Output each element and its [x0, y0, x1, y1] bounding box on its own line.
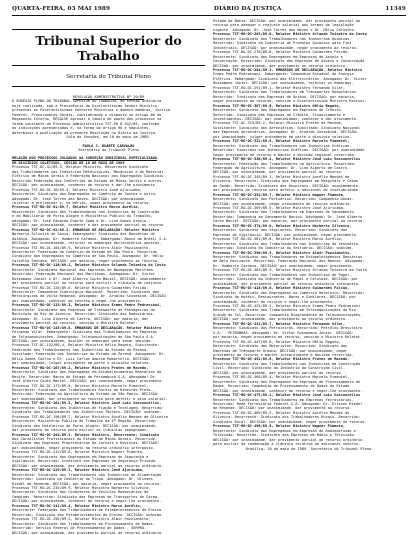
text-line: Recorrente: Sindicato dos Trabalhadores em Empresas Ferroviárias. [213, 397, 354, 402]
text-line: Processo TST-RO-DC-145/89.8. EMBARGOS DE DECLARAÇÃO. Relator Ministro [12, 325, 162, 330]
text-line: Recorrente: Ministério Público do Trabalho da 4ª Região. Recorrido: [12, 419, 157, 424]
text-line: Recife. Recorrido: Banco do Estado de Pernambuco S.A. Advogado: Dr. [12, 374, 157, 379]
text-line: Sindicato das Empresas Proprietárias de Jornais e Revistas. DECISÃO: [12, 441, 160, 446]
left-column [12, 19, 205, 535]
text-line: Processo TST-RO-DC-425/89.2, Relator Ministro Ermes Pedro Pedrassani [213, 304, 361, 308]
text-line: Recorrente: Sindicato dos Empregados em Empresas de Asseio e [213, 54, 343, 59]
text-line: Vigilância. Recorrido: Sindicato das Empresas de Segurança Privada. [12, 459, 157, 464]
text-line: Couto Maciel. DECISÃO: por maioria, dar provimento parcial ao recurso. [213, 219, 365, 224]
text-line: DECISÃO: por unanimidade, dar provimento parcial ao recurso ordinário. [12, 463, 164, 468]
text-line: Carvalho Santana. DECISÃO: por maioria, negar provimento ao recurso. [12, 258, 160, 263]
text-line: Recorrente: Sindicato dos Empregados em Estabelecimentos Bancários de [12, 370, 162, 375]
text-line: PAULO J. DUARTE CARVALHO [82, 143, 135, 148]
text-line: Conservação. Recorrido: Sindicato das Empresas de Asseio e Conservação [213, 59, 365, 64]
section-title: Secretaria do Tribunal Pleno [12, 74, 205, 87]
text-line: por unanimidade, dar provimento ao recurso para deferir o piso salarial. [12, 396, 168, 401]
text-line: recurso para adequar o reajuste salarial aos termos da legislação [213, 23, 354, 28]
text-line: Recorrido: Sindicato dos Estabelecimentos de Ensino. DECISÃO: unânime. [12, 512, 164, 517]
text-line: Recorrente: Sindicato dos Empregados em Empresas de Segurança e [12, 454, 149, 459]
text-line: por unanimidade, negar provimento ao recurso ordinário interposto. [12, 445, 155, 450]
text-line: Sindicato dos Hoteleiros de Porto Alegre. DECISÃO: por unanimidade, [12, 423, 157, 428]
text-line: provimento ao recurso e manter integralmente a decisão recorrida. [213, 352, 354, 357]
text-line: Recorrido: Sindicato das Empresas de Ônibus. DECISÃO: por maioria, [213, 94, 356, 99]
text-line: Processo TST-RO-DC-468/89.4, Relator Ministro Marcelo Pimentel, [213, 375, 350, 380]
text-line: rejeitar a preliminar e, no mérito, negar provimento ao recurso. [12, 200, 151, 205]
text-line: DECISÃO: por unanimidade, conhecer e dar provimento parcial ao recurso [12, 223, 164, 228]
text-line: Recorrente: Sindicato dos Motoristas. Recorrido: Sindicato das [213, 344, 348, 349]
header-rule [12, 15, 406, 16]
text-line: unanimidade, conhecer do recurso e negar-lhe provimento. [213, 299, 335, 304]
text-line: das Empresas Aeroviárias. Advogado: Dr. Arnaldo Sussekind. DECISÃO: [213, 130, 358, 135]
text-line: Hélio Gomes Coelho e Dr. Luiz Carlos Amorim Robortella. DECISÃO: [12, 356, 151, 361]
text-line: dar provimento parcial ao recurso para excluir a cláusula de reajuste. [12, 281, 164, 286]
text-line: Processo TST-RO-DC-133/89.3, Relator Ministro Ermes Pedro Pedrassani, [12, 303, 162, 308]
text-line: Norberto Silveira de Souza. Embargante: Sindicato dos Bancários de [12, 232, 155, 237]
text-line: Recorrente: Sindicato dos Portuários. Recorrido: Companhia Docas. [213, 197, 354, 202]
text-line: Processo TST-RO-DC-307/89.6, Relator Ministro Hélio Regato, [213, 103, 341, 108]
text-line: Fernando Vilar. Embargante: Sindicato dos Trabalhadores em Empresas [12, 330, 157, 335]
text-line: Ermes Pedro Pedrassani. Embargante: Companhia Estadual de Energia [213, 72, 354, 77]
text-line: Grande do Sul. Recorrido: Companhia Riograndense de Telecomunicações. [213, 312, 363, 317]
text-line: Advogado: Dr. José Eduardo Duarte Saad e Dr. Lino Gomes Araújo. [12, 218, 149, 223]
text-line: Investimentos. DECISÃO: por unanimidade, conhecer e dar provimento. [213, 116, 358, 121]
text-line: Elétrica. Embargado: Sindicato dos Eletricitários. Advogado: Dr. Victor [213, 76, 367, 81]
text-line: Recorrente: Sindicato dos Empregados no Comércio de Santos e outro, [12, 192, 157, 197]
text-line: Recorrente: Federação dos Trabalhadores na Agricultura. Recorrido: [213, 161, 356, 166]
text-line: Empresas de Transporte Urbano. DECISÃO: por unanimidade, negar [213, 348, 348, 353]
text-line: Processo TST-RO-DC-338/89.4, Relator Ministro José Luiz Vasconcellos [213, 157, 361, 162]
text-line: Recorrente: Sindicato dos Empregados em Empresas de Radiodifusão e [213, 428, 356, 433]
text-line: Dr. Humberto Cardoso. DECISÃO: por unanimidade, negar provimento. [213, 263, 354, 268]
text-line: Recorrente: Sindicato dos Empregados em Empresas de Processamento de [213, 379, 361, 384]
text-line: Recorrido: Companhia de Saneamento Básico. Advogado: Dr. José Alberto [213, 214, 363, 219]
text-line: Recorrido: Sindicato da Indústria do Trigo. Advogado: Dr. Ulisses [12, 477, 153, 482]
text-line: Recorrido: Rede Ferroviária Federal S.A. Advogado: Dr. Ulisses Riedel [213, 401, 363, 406]
text-line: Suscitado: Federação das Indústrias do Estado do Paraná. Advogados: Dr. [12, 352, 166, 357]
text-line: Processo TST-RO-DC-396/89.3, Relator Ministro Almir Pazzianotto, [213, 250, 352, 255]
text-line: Recorrido: Sindicato da Indústria de Papel e Celulose. DECISÃO: por [213, 277, 358, 282]
text-line: Recorrente: Sindicato Nacional das Empresas de Navegação Marítima. [12, 267, 155, 272]
text-line: Federação da Agricultura. Advogado: Dr. Lino Alberto de Castro. [213, 165, 350, 170]
text-line: DECISÃO: por unanimidade, dar provimento ao recurso ordinário. [213, 63, 348, 68]
text-line: Processo TST-RO-DC-291/89.1, Relator Ministro Fernando Vilar, [213, 85, 345, 90]
text-line: unanimidade, dar provimento parcial ao recurso ordinário interposto. [213, 281, 361, 286]
text-line: Recorrente: Sindicato dos Trabalhadores nas Indústrias Gráficas. [213, 143, 352, 148]
text-line: Recorrido: Sindicato da Indústria de Produtos Químicos para Fins [213, 41, 352, 46]
text-line: Suscitante: Sindicato dos Aeroviários. Suscitado: Sindicato Nacional [213, 125, 361, 130]
text-line: Processo TST-RO-DC-229/89.3, Relator Ministro José Ajuricaba, [12, 468, 144, 473]
text-line: Sala de Sessões, em 10 de maio de 1989. [66, 135, 151, 140]
text-line: de Resende. DECISÃO: por unanimidade, dar provimento ao recurso. [213, 406, 352, 411]
text-line: Russomano Júnior. DECISÃO: por unanimidade, rejeitar os embargos. [213, 81, 354, 86]
text-line: e do Mobiliário de Porto Alegre e Ministério Público do Trabalho, [12, 214, 153, 219]
text-line: Processo TST-RO-DC-496/89.9, Relator Ministro Wagner Pimenta, [213, 424, 345, 429]
masthead-rule-bottom [12, 65, 205, 66]
text-line: vigente. Advogado: Dr. José Torres das Neves e Dr. Hélio Carvalho. [213, 27, 356, 32]
text-line: Sindicato Rural. DECISÃO: por unanimidade, negar provimento ao recurso. [213, 419, 367, 424]
text-line: Processo TST-RO-DC-81/89.7, Relator Ministro Marco Aurélio, [12, 205, 140, 210]
text-line: Televisão. Recorrido: Sindicato das Empresas de Rádio e Televisão. [213, 433, 356, 438]
text-line: DECISÃO: por unanimidade, dar provimento ao recurso ordinário. [213, 317, 348, 322]
text-line: Município do Rio de Janeiro. Recorrido: Sindicato dos Rodoviários. [12, 312, 155, 317]
text-line: de Belo Horizonte. Recorrido: Federação Nacional dos Bancos. Advogado: [213, 259, 365, 264]
text-line: Processo TST-RO-DC-418/89.6, Relator Ministro Guimarães Falcão, [213, 286, 350, 291]
text-line: Campinas. Recorrido: Sindicato das Empresas de Transportes de Carga. [12, 494, 160, 499]
text-line: Recorrente: Sindicato dos Trabalhadores nas Indústrias do Vestuário. [213, 241, 361, 246]
text-line: Civil. Recorrido: Sindicato da Indústria da Construção Civil. [213, 366, 345, 371]
text-line: Recorrente: Sindicato dos Trabalhadores nas Indústrias de Alimentação [12, 472, 162, 477]
text-line: determinar a publicação da presente Resolução no Diário da Justiça. [12, 130, 157, 135]
text-line: Advogado: Dr. José Torres das Neves. DECISÃO: por unanimidade, [12, 196, 147, 201]
text-line: Recorrido: Sindicato da Indústria do Vestuário. DECISÃO: unânime. [213, 246, 354, 251]
text-line: Estado da Bahia. DECISÃO: por unanimidade, dar provimento parcial ao [213, 19, 361, 23]
text-line: Processo TST-RO-DC-18/89.4, Relator Ministro José Ajuricaba, [12, 187, 142, 192]
text-line: RELAÇÃO DOS PROCESSOS JULGADOS NA SUBSEÇÃO INDIVIDUAL ESPECIALIZADA [12, 156, 157, 161]
text-line: Processo TST-RO-DC-284/89.3. EMBARGOS DE DECLARAÇÃO. Relator Ministro [213, 67, 363, 72]
text-line: Brasília, 10 de maio de 1989. Secretário do Tribunal Pleno. [245, 446, 374, 451]
text-line: por maioria, negar provimento ao recurso, vencido o Ministro Relator. [213, 335, 363, 340]
text-line: Processo TST-RO-DC-489/89.5, Relator Ministro Aurélio Mendes de [213, 410, 350, 415]
text-line: Recorrido: Federação Nacional dos Marítimos. Advogados: Dr. Victor [12, 272, 155, 277]
text-line: Recorrente: Sindicato dos Condutores de Veículos Rodoviários de [12, 490, 149, 495]
text-line: Recorrente: Federação dos Trabalhadores em Estabelecimentos de Ensino [12, 508, 162, 513]
text-line: Recorrente: Sindicato dos Trabalhadores em Processamento de Dados. [12, 521, 155, 526]
columns [12, 19, 406, 535]
header-page-number: 11349 [385, 6, 406, 12]
text-line: Recorrente: Sindicato dos Trabalhadores em Estabelecimentos Bancários [213, 255, 363, 260]
text-line: Industriais. DECISÃO: por unanimidade, negar provimento ao recurso. [213, 45, 358, 50]
text-line: S.A. - PETROBRÁS. Advogado: Dr. Victor Russomano Júnior. DECISÃO: [213, 330, 354, 335]
text-line: Recorrente: Companhia Siderúrgica Nacional. Recorrido: Sindicato dos [12, 290, 160, 295]
text-line: por unanimidade, julgar procedente em parte o dissídio coletivo. [213, 134, 352, 139]
text-line: Recorrente: Sindicato dos Trabalhadores Rurais de Ribeirão Preto. [12, 388, 153, 392]
page-header [12, 6, 406, 13]
text-line: Processo TST-RO-DC-204/89.1. Relator Ministro, Recorrente: Sindicato [12, 432, 160, 437]
header-date: QUARTA-FEIRA, 03 MAI 1989 [12, 6, 111, 12]
masthead-title: Tribunal Superior do Trabalho [35, 33, 182, 63]
text-line: Processo TST-RO-DC-278/89.8, Relator Ministro Guimarães Falcão, [213, 50, 350, 55]
text-line: DECISÃO: por unanimidade, conhecer do recurso e dar-lhe provimento [12, 183, 155, 188]
text-line: Processo TST-RO-DC-241/89.4, Relator Ministro Marco Aurélio, [12, 503, 142, 508]
text-line: Processo TST-RO-DC-447/89.0, Relator Ministro Hélio Regato, [213, 339, 341, 344]
text-line: Recorrente: Sindicato dos Petroleiros. Recorrido: Petróleo Brasileiro [213, 326, 363, 331]
text-line: dos Trabalhadores nas Indústrias Metalúrgicas, Mecânicas e de Material [12, 169, 164, 174]
text-line: Metalúrgicos de Volta Redonda. Advogado: Dr. Arnaldo Sussekind. DECISÃO [12, 294, 166, 299]
text-line: Processo TST-RO-DC-381/89.8, Relator Ministro Marco Aurélio, [213, 237, 343, 242]
text-line: Recorrente: Sindicato das Indústrias de Fiação e Tecelagem. Recorrido: [12, 405, 164, 410]
text-line: DECISÃO: por unanimidade, dar provimento parcial ao recurso ordinário [213, 437, 363, 442]
text-line: Recorrente: Sindicato dos Vigilantes. Recorrido: Sindicato das [213, 228, 348, 233]
text-line: Processo TST-RO-DC-235/89.9, Relator Ministro Norberto Silveira, [12, 485, 151, 490]
text-line: Goiânia. Advogado: Dr. Humberto Cardoso. Embargado: Banco do Brasil S.A. [12, 236, 168, 241]
text-line: DECISÃO: por unanimidade, acolher os embargos para sanar omissão. [12, 339, 153, 344]
left-column-text [12, 95, 205, 535]
text-line: Oliveira. Recorrente: Sindicato dos Empregados em Hospitais e Casas [213, 179, 358, 184]
text-line: hoje realizada, sob a Presidência do Excelentíssimo Senhor Ministro, [12, 103, 160, 108]
text-line: Processo TST-RO-DC-104/89.9, Relator Ministro Almir Pazzianotto, [12, 245, 151, 250]
text-line: O EGRÉGIO PLENO DO TRIBUNAL SUPERIOR DO TRABALHO, em sessão ordinária [12, 99, 162, 104]
text-line: Sindicato dos Trabalhadores nas Indústrias Têxteis. DECISÃO: unânime. [12, 410, 162, 415]
text-line: Processo TST-RO-DC-322/89.9, Relator Ministro Marcelo Pimentel, [213, 139, 350, 144]
text-line: Processo TST-RO-DC-374/89.0, Relator Ministro Norberto Silveira, [213, 223, 352, 228]
text-line: Recorrido: Sindicato das Indústrias Gráficas. DECISÃO: por unanimidade [213, 148, 365, 153]
text-line: Recorrente: Federação do Comércio do Estado de São Paulo. Recorrido [12, 249, 157, 254]
text-line: as indicações apresentadas e, na forma do artigo 90 e seguintes, [12, 126, 151, 131]
text-line: provimento parcial ao recurso, vencido o Ministro Relator. [12, 321, 138, 326]
text-line: Processo TST-RO-DC-352/89.7, Relator Ministro Wagner Pimenta, [213, 192, 345, 197]
header-publication: DIÁRIO DA JUSTIÇA [214, 6, 282, 12]
text-line: Processo TST-DC-152/89.4, Relator Ministro Hélio Regato, Suscitante: [12, 343, 160, 348]
text-line: Recorrente: Sindicato dos Trabalhadores nas Indústrias da Construção [12, 209, 160, 214]
text-line: Sindicato de Hotéis, Restaurantes, Bares e Similares. DECISÃO: por [213, 295, 356, 300]
text-line: Processo TST-RO-DC-212/89.6, Relator Ministro Wagner Pimenta, [12, 450, 144, 455]
text-line: DECISÃO: por unanimidade, conhecer do recurso e negar-lhe provimento. [12, 499, 162, 504]
text-line: Processo TST-DC-315/89.2, Relator Ministro Prates de Macedo, [213, 121, 343, 126]
text-line: DECISÃO: por unanimidade, dar provimento parcial ao recurso. [213, 370, 343, 375]
text-line: negar provimento ao recurso e manter a decisão regional recorrida. [213, 152, 356, 157]
text-line: Riedel de Resende. DECISÃO: por maioria, negar provimento ao recurso. [12, 481, 162, 486]
text-line: Processo TST-RO-DC-345/89.1, Relator Ministro Aurélio Mendes de [213, 174, 350, 179]
text-line: Processo TST-RO-DC-431/89.7, Relator Ministro Fernando Vilar, [213, 321, 345, 326]
text-line: Recorrente: Sindicato dos Trabalhadores nas Indústrias de Papel. [213, 272, 352, 277]
text-line: Processo TST-RO-DC-403/89.9, Relator Ministro Orlando Teixeira da Costa [213, 268, 367, 273]
text-line: DECISÃO: por unanimidade, dar provimento parcial ao recurso. [213, 170, 343, 175]
text-line: Processo TST-RO-DC-126/89.6. Relator Ministro Guimarães Falcão. [12, 285, 149, 290]
text-line: EM DISSÍDIOS COLETIVOS, SESSÃO DE 10 DE MAIO DE 1989 [12, 160, 125, 165]
text-line: dar provimento ao recurso para excluir as cláusulas impugnadas. [12, 428, 149, 433]
right-column-text [213, 19, 406, 481]
text-line: dos Jornalistas Profissionais do Estado de Minas Gerais. Recorrido [12, 436, 155, 441]
text-line: Recorrente: Sindicato dos Trabalhadores em Transportes Rodoviários. [213, 90, 358, 95]
text-line: Recorrente: Sindicato dos Trabalhadores nas Indústrias Químicas. [213, 36, 352, 41]
text-line: Empresas de Vigilância. DECISÃO: por unanimidade, negar provimento. [213, 232, 358, 237]
text-line: Recorrido Federação das Indústrias do Estado de Minas Gerais e outros [12, 178, 162, 183]
text-line: José Alberto Couto Maciel. DECISÃO: por unanimidade, negar provimento. [12, 379, 164, 384]
text-line: de Saúde. Recorrido: Sindicato dos Hospitais. DECISÃO: unanimemente, [213, 183, 361, 188]
right-column [213, 19, 406, 491]
text-line: DECISÃO: por unanimidade, dar provimento parcial ao recurso ordinário. [12, 530, 164, 535]
text-line: Sindicato dos Empregados no Comércio de São Paulo. Advogado: Dr. Hélio [12, 254, 164, 259]
text-line: por unanimidade, julgar procedente em parte o dissídio coletivo. [12, 361, 151, 366]
text-line: por unanimidade, conhecer do recurso e negar-lhe provimento. [12, 298, 142, 303]
text-line: Recorrido: Sindicato das Empresas de Crédito, Financiamento e [213, 112, 345, 117]
text-line: Recorrente: Sindicato das Empresas de Transporte de Passageiros do [12, 307, 155, 312]
text-line: Recorrido: Serviço Federal de Processamento de Dados - SERPRO. [12, 526, 147, 531]
text-line: Recorrente: Sindicato dos Trabalhadores nas Indústrias da Construção [213, 361, 361, 366]
text-line: Processo TST-RO-DC-196/89.7, Relator Ministro Aurélio Mendes de Oliveira [12, 414, 168, 419]
text-line: Processo TST-RO-DC-256/89.2, Relator Ministro Almir Pazzianotto, [12, 517, 151, 522]
text-line: DECISÃO: por unanimidade, conhecer do recurso e negar-lhe provimento. [213, 388, 363, 393]
text-line: Regimento Interno, RESOLVE aprovar a tabela de pauta dos processos na [12, 117, 162, 122]
text-line: Secretário do Tribunal Pleno [78, 147, 139, 152]
text-line: Recorrente: Sindicato dos Trabalhadores em Telecomunicações do Rio [213, 308, 356, 313]
text-line: forma constante do Processo Administrativo TST-PA 8.342/89, conforme [12, 121, 160, 126]
text-line: Processo TST-RO-DC-263/89.0, Relator Ministro Orlando Teixeira da Costa [213, 32, 367, 37]
text-line: DECISÃO: por unanimidade, negar provimento ao recurso ordinário. [213, 201, 352, 206]
text-line: Processo TST-RO-DC-181/89.5, Relator Ministro José Luiz Vasconcellos, [12, 401, 162, 406]
text-line: Processo TST-RO-DC-118/89.1, Relator Ministro Orlando Teixeira da Costa [12, 263, 166, 268]
text-line: Processo TST-RO-DC-167/89.2, Relator Ministro Prates de Macedo, [12, 365, 149, 370]
text-line: RESOLUÇÃO ADMINISTRATIVA Nº 20/89 [72, 95, 145, 99]
text-line: Recorrente: Sindicato dos Empregados em Empresas de Crédito. [213, 108, 343, 113]
text-line: Elétrico de Minas Gerais e Federação Nacional dos Empregados Sindicais [12, 174, 164, 179]
text-line: Processo TST-RO-DC-452/89.6, Relator Ministro Prates de Macedo, [213, 357, 350, 362]
text-line: Russomano Júnior e Dr. José Alberto Couto Maciel. DECISÃO: unanimemente [12, 276, 166, 281]
text-line: Processo TST-RO-DC-173/89.0, Relator Ministro Marcelo Pimentel, [12, 383, 149, 388]
text-line: para excluir da condenação a cláusula relativa ao adicional noturno. [213, 442, 361, 447]
text-line: Federal, Procuradores-Gerais, considerando o disposto no artigo 80 do [12, 112, 162, 117]
text-line: dar provimento ao recurso para deferir o adicional de insalubridade. [213, 188, 361, 193]
text-line: Processo TST-RO-DC-92/89.2. EMBARGOS DE DECLARAÇÃO: Relator Ministro [12, 227, 160, 232]
text-line: Advogado: Dr. Lino Alberto de Castro. DECISÃO: por maioria, dar [12, 316, 149, 321]
text-line: Recorrente: Sindicato dos Trabalhadores em Empresas de Saneamento. [213, 210, 356, 215]
text-line: DECISÃO: por unanimidade, rejeitar os embargos declaratórios opostos. [12, 241, 162, 246]
text-line: Processo TST-RO-DC-475/89.1, Relator Ministro José Luiz Vasconcellos [213, 393, 361, 398]
text-line: Dados. Recorrido: Companhia de Processamento de Dados do Estado. [213, 384, 352, 389]
text-line: Recorrente: Sindicato dos Empregados no Comércio Hoteleiro. Recorrido: [213, 290, 365, 295]
text-line: Oliveira. Recorrente: Sindicato dos Trabalhadores Rurais. Recorrido: [213, 415, 361, 420]
text-line: Processo TST-RO-DC-369/89.5, Relator Ministro José Ajuricaba, [213, 206, 345, 211]
text-line: de Telecomunicações. Embargado: Telecomunicações de São Paulo S.A. [12, 334, 155, 339]
text-line: Recorrido: Federação da Agricultura do Estado de São Paulo. DECISÃO: [12, 392, 160, 397]
text-line: negar provimento ao recurso, vencido o Excelentíssimo Ministro Revisor. [213, 99, 367, 104]
text-line: Federação dos Trabalhadores nas Indústrias do Estado do Paraná. [12, 347, 149, 352]
text-line: presentes os Excelentíssimos Senhores Ministros e demais membros, Justiça [12, 108, 170, 113]
text-line: Processo TST-DC-41/89.5, Relator Ministro, Recorrente Sindicato [12, 165, 149, 170]
